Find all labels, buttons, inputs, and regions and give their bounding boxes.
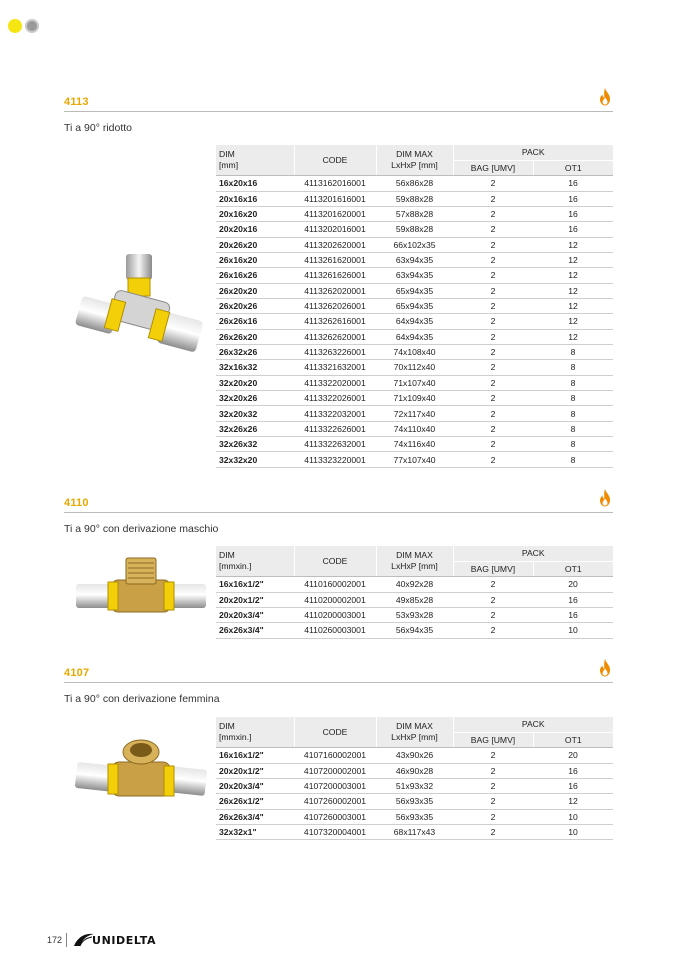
flame-icon	[599, 88, 611, 106]
dim-max-cell: 59x88x28	[376, 191, 453, 206]
dim-cell: 20x16x20	[216, 206, 294, 221]
ot1-cell: 8	[533, 406, 613, 421]
dim-max-cell: 71x107x40	[376, 375, 453, 390]
ot1-cell: 20	[533, 577, 613, 592]
dim-max-cell: 65x94x35	[376, 298, 453, 313]
dim-max-cell: 64x94x35	[376, 329, 453, 344]
bag-cell: 2	[453, 344, 533, 359]
code-cell: 4113202016001	[294, 222, 376, 237]
table-row	[216, 206, 613, 221]
dim-max-header: DIM MAX LxHxP [mm]	[376, 145, 453, 176]
code-header: CODE	[294, 145, 376, 176]
footer-divider	[66, 933, 67, 947]
bag-header: BAG [UMV]	[453, 561, 533, 576]
code-cell: 4113202620001	[294, 237, 376, 252]
code-cell: 4113322026001	[294, 391, 376, 406]
table-row	[216, 222, 613, 237]
bag-cell: 2	[453, 329, 533, 344]
bag-cell: 2	[453, 191, 533, 206]
section-4110	[64, 497, 613, 535]
dim-cell: 20x20x3/4"	[216, 778, 294, 793]
code-cell: 4110200003001	[294, 607, 376, 622]
code-cell: 4113323220001	[294, 452, 376, 467]
code-header: CODE	[294, 717, 376, 748]
code-cell: 4110200002001	[294, 592, 376, 607]
dim-max-cell: 56x86x28	[376, 176, 453, 191]
table-row	[216, 778, 613, 793]
table-row	[216, 748, 613, 763]
ot1-cell: 16	[533, 607, 613, 622]
ot1-cell: 20	[533, 748, 613, 763]
ot1-cell: 12	[533, 283, 613, 298]
dim-max-cell: 56x94x35	[376, 623, 453, 638]
bag-cell: 2	[453, 360, 533, 375]
code-cell: 4107160002001	[294, 748, 376, 763]
table-row	[216, 763, 613, 778]
table-row	[216, 375, 613, 390]
dim-header: DIM [mm]	[216, 145, 294, 176]
bag-cell: 2	[453, 406, 533, 421]
table-row	[216, 191, 613, 206]
dim-cell: 20x20x1/2"	[216, 763, 294, 778]
dim-cell: 32x20x26	[216, 391, 294, 406]
code-cell: 4107320004001	[294, 824, 376, 839]
bag-cell: 2	[453, 623, 533, 638]
dim-max-cell: 74x110x40	[376, 421, 453, 436]
code-cell: 4110160002001	[294, 577, 376, 592]
dim-max-cell: 65x94x35	[376, 283, 453, 298]
table-row	[216, 329, 613, 344]
code-cell: 4113201620001	[294, 206, 376, 221]
code-cell: 4113261626001	[294, 268, 376, 283]
bag-cell: 2	[453, 283, 533, 298]
ot1-cell: 12	[533, 794, 613, 809]
bag-cell: 2	[453, 577, 533, 592]
dim-cell: 26x20x20	[216, 283, 294, 298]
ot1-cell: 12	[533, 268, 613, 283]
dim-max-cell: 43x90x26	[376, 748, 453, 763]
code-cell: 4107200002001	[294, 763, 376, 778]
ot1-cell: 10	[533, 809, 613, 824]
bag-cell: 2	[453, 391, 533, 406]
section-code: 4113	[64, 96, 89, 108]
product-table-4110	[216, 546, 613, 639]
ot1-cell: 16	[533, 592, 613, 607]
dim-max-cell: 40x92x28	[376, 577, 453, 592]
bag-cell: 2	[453, 763, 533, 778]
section-header	[64, 667, 613, 683]
bag-cell: 2	[453, 809, 533, 824]
ot1-cell: 8	[533, 391, 613, 406]
dim-max-header: DIM MAX LxHxP [mm]	[376, 546, 453, 577]
section-4113	[64, 96, 613, 134]
dim-cell: 20x20x3/4"	[216, 607, 294, 622]
code-cell: 4113262620001	[294, 329, 376, 344]
product-table-4107	[216, 717, 613, 840]
code-cell: 4113321632001	[294, 360, 376, 375]
table-row	[216, 824, 613, 839]
section-header	[64, 96, 613, 112]
bag-cell: 2	[453, 222, 533, 237]
dim-cell: 26x20x26	[216, 298, 294, 313]
dim-max-cell: 49x85x28	[376, 592, 453, 607]
section-title: Ti a 90° con derivazione maschio	[64, 523, 219, 535]
dim-max-cell: 72x117x40	[376, 406, 453, 421]
dim-cell: 16x16x1/2"	[216, 577, 294, 592]
page-footer	[47, 932, 156, 948]
tee-male-image	[74, 556, 208, 626]
ot1-header: OT1	[533, 160, 613, 175]
pack-header: PACK	[453, 145, 613, 160]
dim-max-header: DIM MAX LxHxP [mm]	[376, 717, 453, 748]
ot1-cell: 16	[533, 778, 613, 793]
dim-header: DIM [mmxin.]	[216, 717, 294, 748]
dim-cell: 26x26x20	[216, 329, 294, 344]
dim-cell: 20x16x16	[216, 191, 294, 206]
bag-cell: 2	[453, 437, 533, 452]
dim-cell: 26x16x20	[216, 252, 294, 267]
bag-cell: 2	[453, 824, 533, 839]
ot1-cell: 8	[533, 437, 613, 452]
bag-cell: 2	[453, 237, 533, 252]
ot1-cell: 10	[533, 623, 613, 638]
dim-cell: 20x20x1/2"	[216, 592, 294, 607]
code-cell: 4113322020001	[294, 375, 376, 390]
code-cell: 4113263226001	[294, 344, 376, 359]
table-row	[216, 577, 613, 592]
dim-max-cell: 68x117x43	[376, 824, 453, 839]
code-cell: 4113262616001	[294, 314, 376, 329]
dim-header: DIM [mmxin.]	[216, 546, 294, 577]
section-code: 4110	[64, 497, 89, 509]
bag-header: BAG [UMV]	[453, 160, 533, 175]
dim-cell: 32x26x32	[216, 437, 294, 452]
code-cell: 4113262020001	[294, 283, 376, 298]
dim-cell: 26x26x3/4"	[216, 623, 294, 638]
code-cell: 4113322632001	[294, 437, 376, 452]
dim-max-cell: 64x94x35	[376, 314, 453, 329]
dim-cell: 16x16x1/2"	[216, 748, 294, 763]
code-cell: 4107260003001	[294, 809, 376, 824]
table-row	[216, 592, 613, 607]
dim-max-cell: 59x88x28	[376, 222, 453, 237]
bag-cell: 2	[453, 252, 533, 267]
dim-max-cell: 74x108x40	[376, 344, 453, 359]
dim-cell: 32x26x26	[216, 421, 294, 436]
dim-cell: 16x20x16	[216, 176, 294, 191]
ot1-cell: 8	[533, 344, 613, 359]
code-cell: 4113322626001	[294, 421, 376, 436]
table-row	[216, 268, 613, 283]
ot1-cell: 8	[533, 452, 613, 467]
product-table-4113	[216, 145, 613, 468]
section-title: Ti a 90° ridotto	[64, 122, 133, 134]
table-body	[216, 176, 613, 468]
flame-icon	[599, 659, 611, 677]
dim-cell: 32x16x32	[216, 360, 294, 375]
bag-cell: 2	[453, 794, 533, 809]
ot1-cell: 16	[533, 206, 613, 221]
bag-cell: 2	[453, 206, 533, 221]
yellow-dot	[8, 19, 22, 33]
bag-cell: 2	[453, 452, 533, 467]
code-cell: 4113201616001	[294, 191, 376, 206]
dim-cell: 26x26x3/4"	[216, 809, 294, 824]
unidelta-logo	[72, 932, 156, 948]
section-header	[64, 497, 613, 513]
ot1-cell: 12	[533, 314, 613, 329]
dim-max-cell: 77x107x40	[376, 452, 453, 467]
table-row	[216, 391, 613, 406]
code-cell: 4107260002001	[294, 794, 376, 809]
code-cell: 4110260003001	[294, 623, 376, 638]
bag-cell: 2	[453, 421, 533, 436]
grey-dot	[25, 19, 39, 33]
table-row	[216, 437, 613, 452]
dim-cell: 26x32x26	[216, 344, 294, 359]
table-row	[216, 252, 613, 267]
dim-cell: 26x26x16	[216, 314, 294, 329]
code-cell: 4113322032001	[294, 406, 376, 421]
dim-max-cell: 66x102x35	[376, 237, 453, 252]
code-cell: 4107200003001	[294, 778, 376, 793]
flame-icon	[599, 489, 611, 507]
bag-cell: 2	[453, 298, 533, 313]
table-row	[216, 607, 613, 622]
dim-cell: 32x20x32	[216, 406, 294, 421]
ot1-cell: 8	[533, 375, 613, 390]
section-4107	[64, 667, 613, 705]
table-row	[216, 360, 613, 375]
pack-header: PACK	[453, 546, 613, 561]
tee-female-image	[74, 738, 208, 810]
ot1-header: OT1	[533, 561, 613, 576]
section-title: Ti a 90° con derivazione femmina	[64, 693, 220, 705]
ot1-cell: 16	[533, 191, 613, 206]
dim-max-cell: 63x94x35	[376, 268, 453, 283]
dim-max-cell: 74x116x40	[376, 437, 453, 452]
table-row	[216, 452, 613, 467]
dim-max-cell: 63x94x35	[376, 252, 453, 267]
bag-cell: 2	[453, 314, 533, 329]
code-cell: 4113261620001	[294, 252, 376, 267]
dim-max-cell: 56x93x35	[376, 794, 453, 809]
table-row	[216, 298, 613, 313]
code-cell: 4113162016001	[294, 176, 376, 191]
tee-reduced-image	[74, 250, 206, 360]
ot1-cell: 8	[533, 421, 613, 436]
table-row	[216, 406, 613, 421]
ot1-cell: 12	[533, 237, 613, 252]
dim-max-cell: 51x93x32	[376, 778, 453, 793]
dim-cell: 32x32x1"	[216, 824, 294, 839]
bag-cell: 2	[453, 176, 533, 191]
dim-max-cell: 46x90x28	[376, 763, 453, 778]
table-row	[216, 237, 613, 252]
bag-cell: 2	[453, 748, 533, 763]
code-header: CODE	[294, 546, 376, 577]
dim-cell: 26x26x1/2"	[216, 794, 294, 809]
table-row	[216, 421, 613, 436]
table-row	[216, 283, 613, 298]
ot1-cell: 12	[533, 298, 613, 313]
table-row	[216, 314, 613, 329]
bag-cell: 2	[453, 607, 533, 622]
header-dots	[8, 19, 39, 33]
ot1-cell: 16	[533, 222, 613, 237]
dim-max-cell: 57x88x28	[376, 206, 453, 221]
table-row	[216, 809, 613, 824]
ot1-cell: 12	[533, 329, 613, 344]
dim-cell: 26x16x26	[216, 268, 294, 283]
dim-cell: 20x20x16	[216, 222, 294, 237]
ot1-cell: 16	[533, 176, 613, 191]
bag-cell: 2	[453, 778, 533, 793]
table-row	[216, 623, 613, 638]
brand-name: UNIDELTA	[92, 933, 157, 947]
code-cell: 4113262026001	[294, 298, 376, 313]
bag-cell: 2	[453, 592, 533, 607]
ot1-cell: 16	[533, 763, 613, 778]
dim-cell: 20x26x20	[216, 237, 294, 252]
dim-max-cell: 56x93x35	[376, 809, 453, 824]
table-row	[216, 344, 613, 359]
ot1-cell: 12	[533, 252, 613, 267]
bag-header: BAG [UMV]	[453, 732, 533, 747]
dim-max-cell: 53x93x28	[376, 607, 453, 622]
dim-max-cell: 71x109x40	[376, 391, 453, 406]
table-body	[216, 748, 613, 840]
section-code: 4107	[64, 667, 90, 679]
bag-cell: 2	[453, 375, 533, 390]
page-number: 172	[47, 935, 63, 945]
bag-cell: 2	[453, 268, 533, 283]
dim-cell: 32x32x20	[216, 452, 294, 467]
dim-max-cell: 70x112x40	[376, 360, 453, 375]
pack-header: PACK	[453, 717, 613, 732]
table-body	[216, 577, 613, 638]
dim-cell: 32x20x20	[216, 375, 294, 390]
ot1-cell: 8	[533, 360, 613, 375]
table-row	[216, 794, 613, 809]
ot1-cell: 10	[533, 824, 613, 839]
table-row	[216, 176, 613, 191]
ot1-header: OT1	[533, 732, 613, 747]
